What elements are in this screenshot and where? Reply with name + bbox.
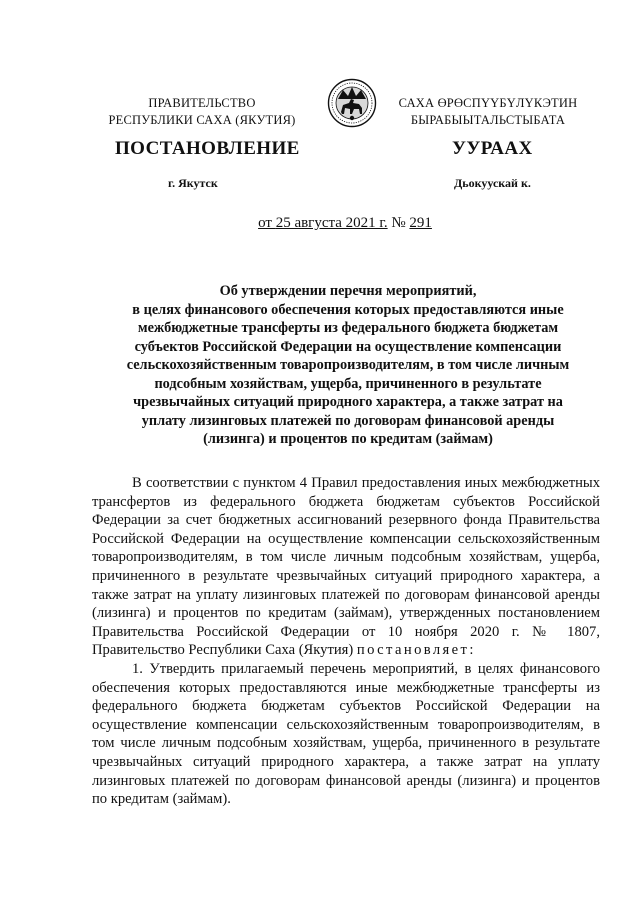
subject-line: чрезвычайных ситуаций природного характера, а также затрат на — [133, 394, 563, 410]
subject-line: уплату лизинговых платежей по договорам финансовой аренды — [141, 412, 555, 429]
subject-line: субъектов Российской Федерации на осуществление компенсации — [134, 338, 562, 355]
subject-line: (лизинга) и процентов по кредитам (займам) — [203, 431, 493, 447]
document-subject — [98, 282, 598, 449]
document-number: 291 — [409, 215, 432, 231]
government-name-sakha-line1: САХА ӨРӨСПҮҮБҮЛҮКЭТИН — [398, 96, 578, 110]
subject-line: Об утверждении перечня мероприятий, — [219, 283, 477, 299]
preamble-text: В соответствии с пунктом 4 Правил предоставления иных межбюджетных трансфертов из федерального бюджета бюджетам субъектов Российской Федерации за счет бюджетных ассигнований резервного фонда Правительства Российской Федерации на осуществление компенсации сельскохозяйственным товаропроизводителям, в том числе личным подсобным хозяйствам, ущерба, причиненного в результате чрезвычайных ситуаций природного характера, а также затрат на уплату лизинговых платежей по договорам финансовой аренды (лизинга) и процентов по кредитам (займам), утвержденных постановлением Правительства Российской Федерации от 10 ноября 2020 г. № 1807, Правительство Республики Саха (Якутия) — [92, 475, 600, 659]
government-name-sakha-line2: БЫРАБЫЫТАЛЬСТЫБАТА — [410, 113, 566, 127]
date-prefix: от — [258, 215, 276, 231]
decree-word: постановляет: — [356, 642, 476, 659]
city-ru: г. Якутск — [168, 176, 218, 190]
coat-of-arms-emblem — [327, 78, 377, 128]
government-name-ru-line2: РЕСПУБЛИКИ САХА (ЯКУТИЯ) — [108, 113, 296, 127]
document-type-ru: ПОСТАНОВЛЕНИЕ — [115, 138, 300, 159]
document-type-sakha: УУРААХ — [452, 138, 533, 159]
date-number-line — [0, 215, 640, 232]
subject-line: сельскохозяйственным товаропроизводителям, в том числе личным — [126, 357, 570, 373]
document-date: 25 августа 2021 г. — [275, 215, 388, 231]
government-name-ru — [102, 95, 302, 129]
government-name-sakha — [388, 95, 588, 129]
body-paragraph-item-1: 1. Утвердить прилагаемый перечень мероприятий, в целях финансового обеспечения которых предоставляются иные межбюджетные трансферты из федерального бюджета бюджетам субъектов Российской Федерации на осуществление компенсации сельскохозяйственным товаропроизводителям, в том числе личным подсобным хозяйствам, ущерба, причиненного в результате чрезвычайных ситуаций природного характера, а также затрат на уплату лизинговых платежей по договорам финансовой аренды (лизинга) и процентов по кредитам (займам). — [92, 660, 600, 808]
document-body — [92, 474, 600, 809]
government-name-ru-line1: ПРАВИТЕЛЬСТВО — [148, 96, 256, 110]
subject-line: подсобным хозяйствам, ущерба, причиненного в результате — [154, 375, 542, 392]
number-sign: № — [387, 215, 410, 231]
subject-line: в целях финансового обеспечения которых предоставляются иные — [132, 301, 564, 318]
city-sakha: Дьокуускай к. — [454, 176, 531, 190]
body-paragraph-preamble — [92, 474, 600, 660]
subject-line: межбюджетные трансферты из федерального бюджета бюджетам — [137, 320, 559, 336]
